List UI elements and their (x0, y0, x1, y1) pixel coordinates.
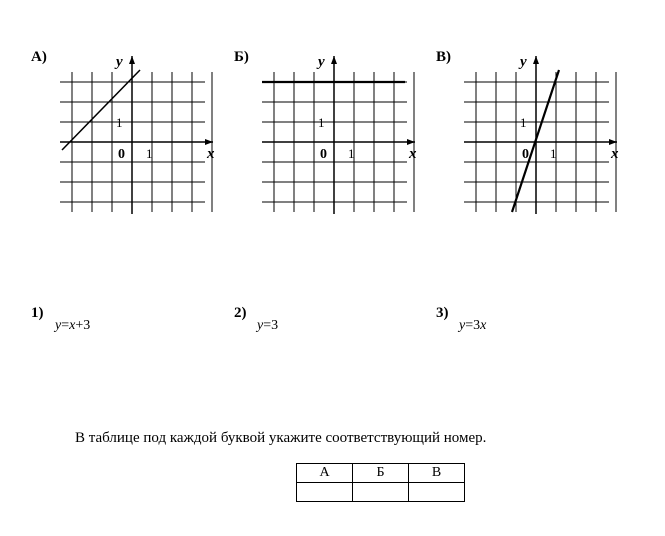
y-unit-label: 1 (116, 115, 123, 130)
option-number-2: 2) (234, 305, 247, 321)
option-number-3: 3) (436, 305, 449, 321)
origin-label: 0 (522, 147, 529, 162)
y-unit-label: 1 (318, 115, 325, 130)
table-header-v: В (409, 464, 465, 483)
graph-a (55, 50, 225, 220)
y-axis-arrow (533, 56, 539, 64)
answer-cell-v[interactable] (409, 483, 465, 502)
graph-b (257, 50, 427, 220)
answer-table (296, 463, 465, 502)
y-axis-label: y (520, 54, 527, 70)
formula-3: y=3x (459, 318, 487, 333)
x-axis-label: x (207, 146, 215, 162)
graph-label-a: А) (31, 49, 47, 65)
origin-label: 0 (320, 147, 327, 162)
x-axis-label: x (611, 146, 619, 162)
answer-cell-a[interactable] (297, 483, 353, 502)
graph-v (459, 50, 629, 220)
formula-2: y=3 (257, 318, 279, 333)
answer-cell-b[interactable] (353, 483, 409, 502)
formula-1: y=x+3 (55, 318, 91, 333)
y-axis-label: y (318, 54, 325, 70)
origin-label: 0 (118, 147, 125, 162)
y-axis-arrow (331, 56, 337, 64)
graph-label-v: В) (436, 49, 451, 65)
y-axis-label: y (116, 54, 123, 70)
y-unit-label: 1 (520, 115, 527, 130)
x-unit-label: 1 (146, 146, 153, 161)
graph-label-b: Б) (234, 49, 249, 65)
y-axis-arrow (129, 56, 135, 64)
x-axis-label: x (409, 146, 417, 162)
table-header-a: А (297, 464, 353, 483)
instruction-text: В таблице под каждой буквой укажите соответствующий номер. (75, 430, 487, 446)
x-unit-label: 1 (550, 146, 557, 161)
option-number-1: 1) (31, 305, 44, 321)
table-header-b: Б (353, 464, 409, 483)
x-unit-label: 1 (348, 146, 355, 161)
